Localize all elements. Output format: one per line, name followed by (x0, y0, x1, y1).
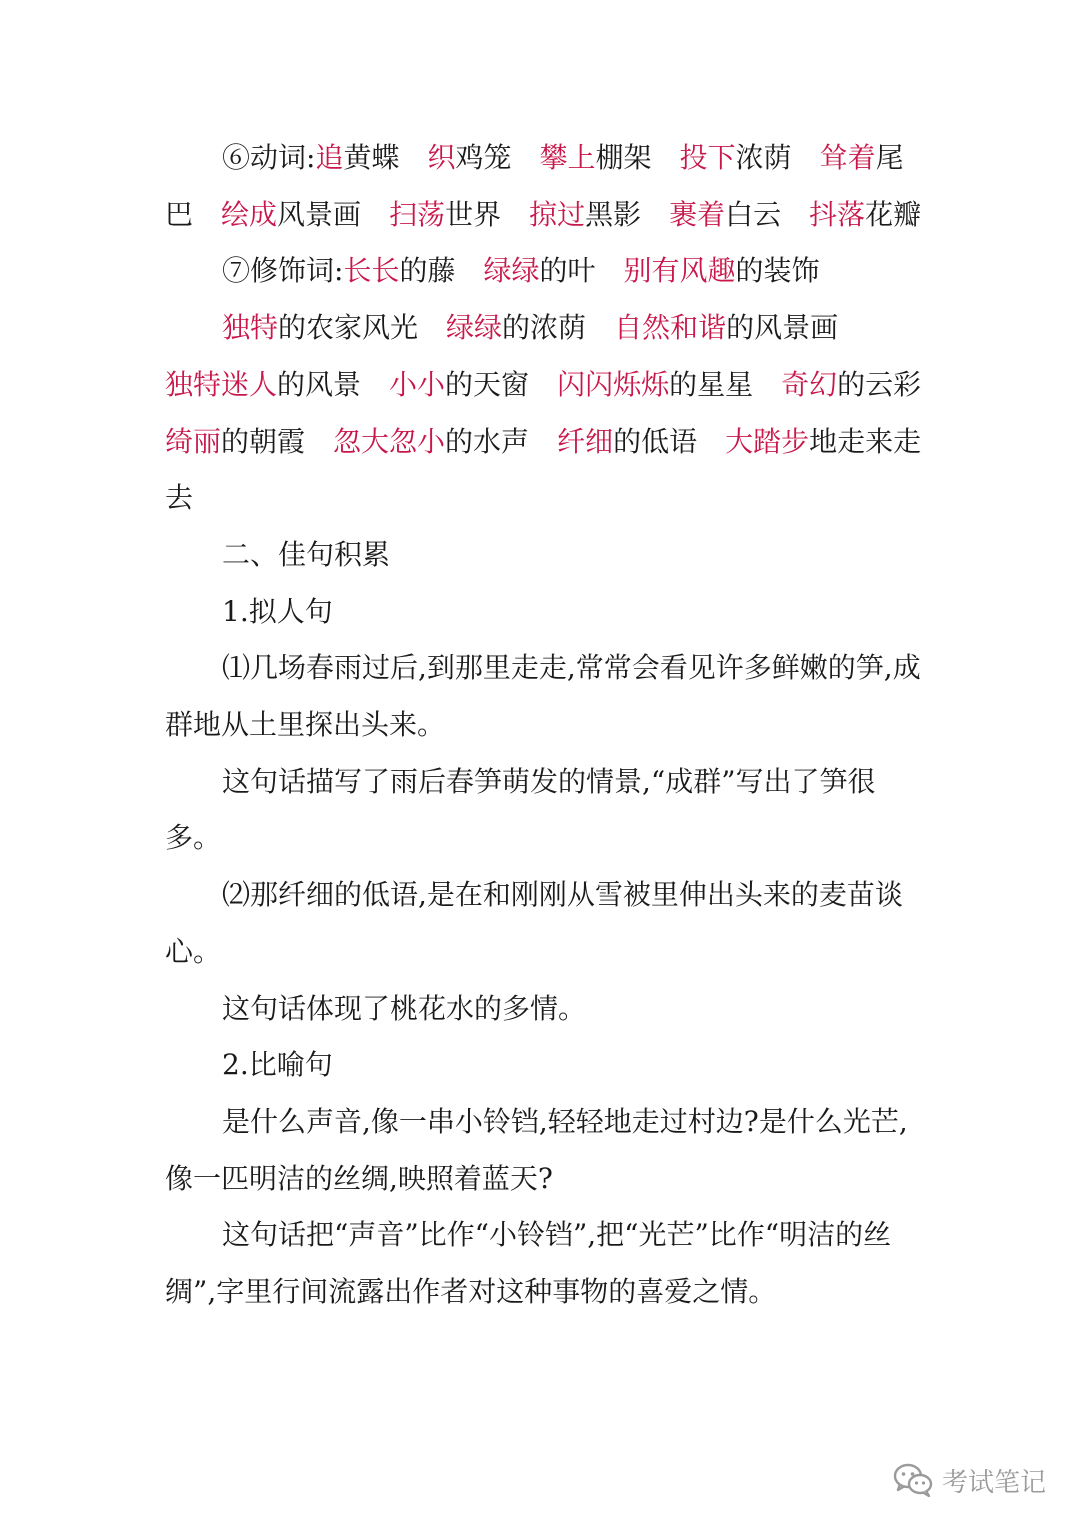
text-segment: 的藤 (399, 254, 484, 288)
highlighted-term: 忽大忽小 (333, 424, 446, 458)
text-segment: ⑵那纤细的低语,是在和刚刚从雪被里伸出头来的麦苗谈心。 (165, 878, 903, 968)
paragraph (165, 300, 925, 357)
paragraph (165, 867, 925, 980)
text-segment: 的云彩 (837, 367, 950, 401)
text-segment: 的水声 (445, 424, 558, 458)
highlighted-term: 绿绿 (446, 311, 503, 345)
text-segment: 的装饰 (735, 254, 820, 288)
highlighted-term: 独特迷人 (165, 367, 278, 401)
highlighted-term: 追 (315, 141, 344, 174)
highlighted-term: 耸着 (819, 141, 876, 174)
text-segment: 花瓣 (865, 197, 922, 231)
highlighted-term: 长长 (343, 254, 400, 288)
text-segment: 地走来走去 (165, 424, 922, 515)
text-segment: 的天窗 (445, 367, 558, 401)
highlighted-term: 闪闪烁烁 (557, 367, 670, 401)
text-segment: 的星星 (669, 367, 782, 401)
text-segment: 的叶 (539, 254, 624, 288)
text-segment: 世界 (445, 197, 530, 231)
highlighted-term: 绘成 (221, 197, 278, 231)
watermark (892, 1455, 1046, 1505)
text-segment: 二、佳句积累 (222, 537, 391, 571)
text-segment: 这句话把“声音”比作“小铃铛”,把“光芒”比作“明洁的丝绸”,字里行间流露出作者对这种事物的喜爱之情。 (165, 1218, 892, 1309)
text-segment: 的农家风光 (278, 311, 447, 345)
highlighted-term: 掠过 (529, 197, 586, 231)
text-segment: 白云 (725, 197, 810, 231)
text-segment: 这句话体现了桃花水的多情。 (222, 991, 587, 1025)
paragraph (165, 754, 925, 867)
paragraph (165, 981, 925, 1038)
highlighted-term: 织 (427, 141, 456, 174)
document-body (165, 130, 950, 1321)
text-segment: 风景画 (277, 197, 390, 231)
highlighted-term: 小小 (389, 367, 446, 401)
wechat-icon (892, 1462, 934, 1498)
text-segment: 黑影 (585, 197, 670, 231)
paragraph (165, 243, 925, 300)
text-segment: 黄蝶 (343, 141, 428, 174)
text-segment: 尾巴 (165, 141, 904, 231)
text-segment: ⑴几场春雨过后,到那里走走,常常会看见许多鲜嫩的笋,成群地从土里探出头来。 (165, 651, 921, 742)
text-segment: ⑥动词: (222, 141, 316, 174)
highlighted-term: 别有风趣 (623, 254, 736, 288)
highlighted-term: 纤细 (557, 424, 614, 458)
text-segment: 鸡笼 (455, 141, 540, 174)
text-segment: 的风景画 (726, 311, 839, 345)
highlighted-term: 独特 (222, 311, 279, 345)
text-segment: 的低语 (613, 424, 726, 458)
paragraph (165, 1207, 925, 1320)
paragraph (165, 584, 925, 641)
paragraph (165, 640, 925, 753)
highlighted-term: 奇幻 (781, 367, 838, 401)
highlighted-term: 攀上 (539, 141, 596, 174)
text-segment: 棚架 (595, 141, 680, 174)
paragraph (165, 357, 950, 527)
paragraph (165, 1037, 925, 1094)
highlighted-term: 扫荡 (389, 197, 446, 231)
text-segment: 1.拟人句 (222, 594, 333, 628)
highlighted-term: 绮丽 (165, 424, 222, 458)
text-segment: 浓荫 (735, 141, 820, 174)
text-segment: 是什么声音,像一串小铃铛,轻轻地走过村边?是什么光芒,像一匹明洁的丝绸,映照着蓝天? (165, 1104, 908, 1195)
text-segment: 的风景 (277, 367, 390, 401)
highlighted-term: 抖落 (809, 197, 866, 231)
highlighted-term: 裹着 (669, 197, 726, 231)
watermark-text: 考试笔记 (942, 1467, 1047, 1498)
text-segment: 2.比喻句 (222, 1048, 333, 1082)
highlighted-term: 绿绿 (483, 254, 540, 288)
paragraph (165, 527, 925, 584)
highlighted-term: 自然和谐 (614, 311, 727, 345)
paragraph (165, 130, 925, 243)
highlighted-term: 投下 (679, 141, 736, 174)
highlighted-term: 大踏步 (725, 424, 810, 458)
text-segment: ⑦修饰词: (222, 254, 344, 288)
text-segment: 的朝霞 (221, 424, 334, 458)
text-segment: 这句话描写了雨后春笋萌发的情景,“成群”写出了笋很多。 (165, 764, 876, 855)
paragraph (165, 1094, 925, 1207)
text-segment: 的浓荫 (502, 311, 615, 345)
